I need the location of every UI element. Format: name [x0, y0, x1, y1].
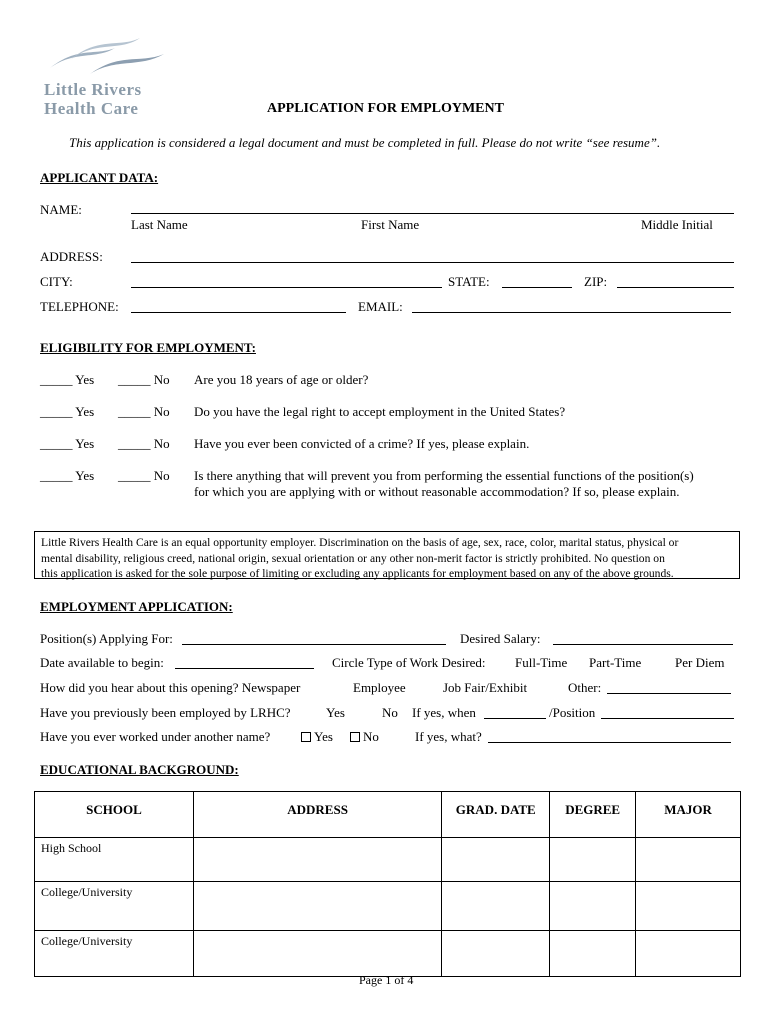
school-cell: High School	[35, 838, 194, 882]
degree-cell[interactable]	[550, 931, 636, 977]
last-name-caption: Last Name	[131, 217, 188, 232]
q4-no[interactable]: _____ No	[118, 468, 170, 483]
table-row	[35, 838, 741, 882]
question-2: Do you have the legal right to accept employment in the United States?	[194, 404, 566, 419]
address-cell[interactable]	[193, 882, 442, 931]
address-field[interactable]	[131, 262, 734, 263]
if-yes-what-label: If yes, what?	[415, 729, 482, 744]
eligibility-heading: ELIGIBILITY FOR EMPLOYMENT:	[40, 340, 256, 355]
if-yes-when-label: If yes, when	[412, 705, 476, 720]
other-name-field[interactable]	[488, 742, 731, 743]
first-name-caption: First Name	[361, 217, 420, 232]
position-slash-label: /Position	[549, 705, 596, 720]
telephone-label: TELEPHONE:	[40, 299, 119, 314]
question-1: Are you 18 years of age or older?	[194, 372, 369, 387]
city-field[interactable]	[131, 287, 442, 288]
table-header-row	[35, 792, 741, 838]
middle-initial-caption: Middle Initial	[641, 217, 713, 232]
checkbox-icon[interactable]	[301, 732, 311, 742]
other-name-no[interactable]: No	[350, 729, 379, 745]
job-fair-option[interactable]: Job Fair/Exhibit	[443, 680, 528, 695]
city-label: CITY:	[40, 274, 73, 289]
education-table	[34, 791, 741, 977]
part-time-option[interactable]: Part-Time	[589, 655, 642, 670]
work-type-label: Circle Type of Work Desired:	[332, 655, 486, 670]
other-name-label: Have you ever worked under another name?	[40, 729, 271, 744]
other-field[interactable]	[607, 693, 731, 694]
degree-cell[interactable]	[550, 882, 636, 931]
when-field[interactable]	[484, 718, 546, 719]
salary-field[interactable]	[553, 644, 733, 645]
page-subtitle: This application is considered a legal document and must be completed in full. Please do not write “see resume”.	[69, 135, 661, 150]
name-label: NAME:	[40, 202, 82, 217]
school-cell: College/University	[35, 882, 194, 931]
major-cell[interactable]	[636, 882, 741, 931]
date-available-field[interactable]	[175, 668, 314, 669]
address-column-header: ADDRESS	[193, 792, 442, 838]
other-name-yes[interactable]: Yes	[301, 729, 333, 745]
salary-label: Desired Salary:	[460, 631, 541, 646]
employee-option[interactable]: Employee	[353, 680, 406, 695]
employment-heading: EMPLOYMENT APPLICATION:	[40, 599, 233, 614]
prev-position-field[interactable]	[601, 718, 734, 719]
eeo-notice	[34, 531, 740, 579]
full-time-option[interactable]: Full-Time	[515, 655, 568, 670]
notice-line-3: this application is asked for the sole purpose of limiting or excluding any applicants for employment based on any of the above grounds.	[41, 567, 674, 580]
email-label: EMAIL:	[358, 299, 403, 314]
q4-yes[interactable]: _____ Yes	[40, 468, 95, 483]
hear-about-label: How did you hear about this opening? Newspaper	[40, 680, 301, 695]
question-4: Is there anything that will prevent you from performing the essential functions of the position(s)	[194, 468, 694, 483]
question-4-continued: for which you are applying with or without reasonable accommodation? If so, please explain.	[194, 484, 680, 499]
waves-icon	[40, 30, 170, 80]
grad-date-cell[interactable]	[442, 838, 550, 882]
grad-date-column-header: GRAD. DATE	[442, 792, 550, 838]
state-field[interactable]	[502, 287, 572, 288]
checkbox-icon[interactable]	[350, 732, 360, 742]
major-column-header: MAJOR	[636, 792, 741, 838]
major-cell[interactable]	[636, 838, 741, 882]
applicant-heading: APPLICANT DATA:	[40, 170, 159, 185]
question-3: Have you ever been convicted of a crime? If yes, please explain.	[194, 436, 530, 451]
notice-line-2: mental disability, religious creed, national origin, sexual orientation or any other non-merit factor is strictly prohibited. No question on	[41, 551, 665, 565]
address-cell[interactable]	[193, 838, 442, 882]
table-row	[35, 931, 741, 977]
previously-yes[interactable]: Yes	[326, 705, 345, 720]
company-logo	[40, 30, 170, 120]
q2-no[interactable]: _____ No	[118, 404, 170, 419]
other-label: Other:	[568, 680, 602, 695]
state-label: STATE:	[448, 274, 490, 289]
telephone-field[interactable]	[131, 312, 346, 313]
degree-cell[interactable]	[550, 838, 636, 882]
name-field[interactable]	[131, 213, 734, 214]
degree-column-header: DEGREE	[550, 792, 636, 838]
page-title: APPLICATION FOR EMPLOYMENT	[267, 101, 504, 116]
table-row	[35, 882, 741, 931]
zip-field[interactable]	[617, 287, 734, 288]
address-cell[interactable]	[193, 931, 442, 977]
education-heading: EDUCATIONAL BACKGROUND:	[40, 762, 239, 777]
school-column-header: SCHOOL	[35, 792, 194, 838]
logo-line-2: Health Care	[44, 99, 139, 118]
grad-date-cell[interactable]	[442, 882, 550, 931]
logo-line-1: Little Rivers	[44, 80, 142, 99]
major-cell[interactable]	[636, 931, 741, 977]
zip-label: ZIP:	[584, 274, 608, 289]
q3-no[interactable]: _____ No	[118, 436, 170, 451]
q2-yes[interactable]: _____ Yes	[40, 404, 95, 419]
q1-yes[interactable]: _____ Yes	[40, 372, 95, 387]
page-number: Page 1 of 4	[359, 973, 414, 987]
school-cell: College/University	[35, 931, 194, 977]
per-diem-option[interactable]: Per Diem	[675, 655, 725, 670]
previously-no[interactable]: No	[382, 705, 398, 720]
date-available-label: Date available to begin:	[40, 655, 164, 670]
position-field[interactable]	[182, 644, 446, 645]
address-label: ADDRESS:	[40, 249, 103, 264]
notice-line-1: Little Rivers Health Care is an equal opportunity employer. Discrimination on the basis of age, sex, race, color, marital status, physical or	[41, 536, 679, 549]
position-label: Position(s) Applying For:	[40, 631, 173, 646]
q3-yes[interactable]: _____ Yes	[40, 436, 95, 451]
email-field[interactable]	[412, 312, 731, 313]
q1-no[interactable]: _____ No	[118, 372, 170, 387]
grad-date-cell[interactable]	[442, 931, 550, 977]
previously-employed-label: Have you previously been employed by LRHC?	[40, 705, 291, 720]
